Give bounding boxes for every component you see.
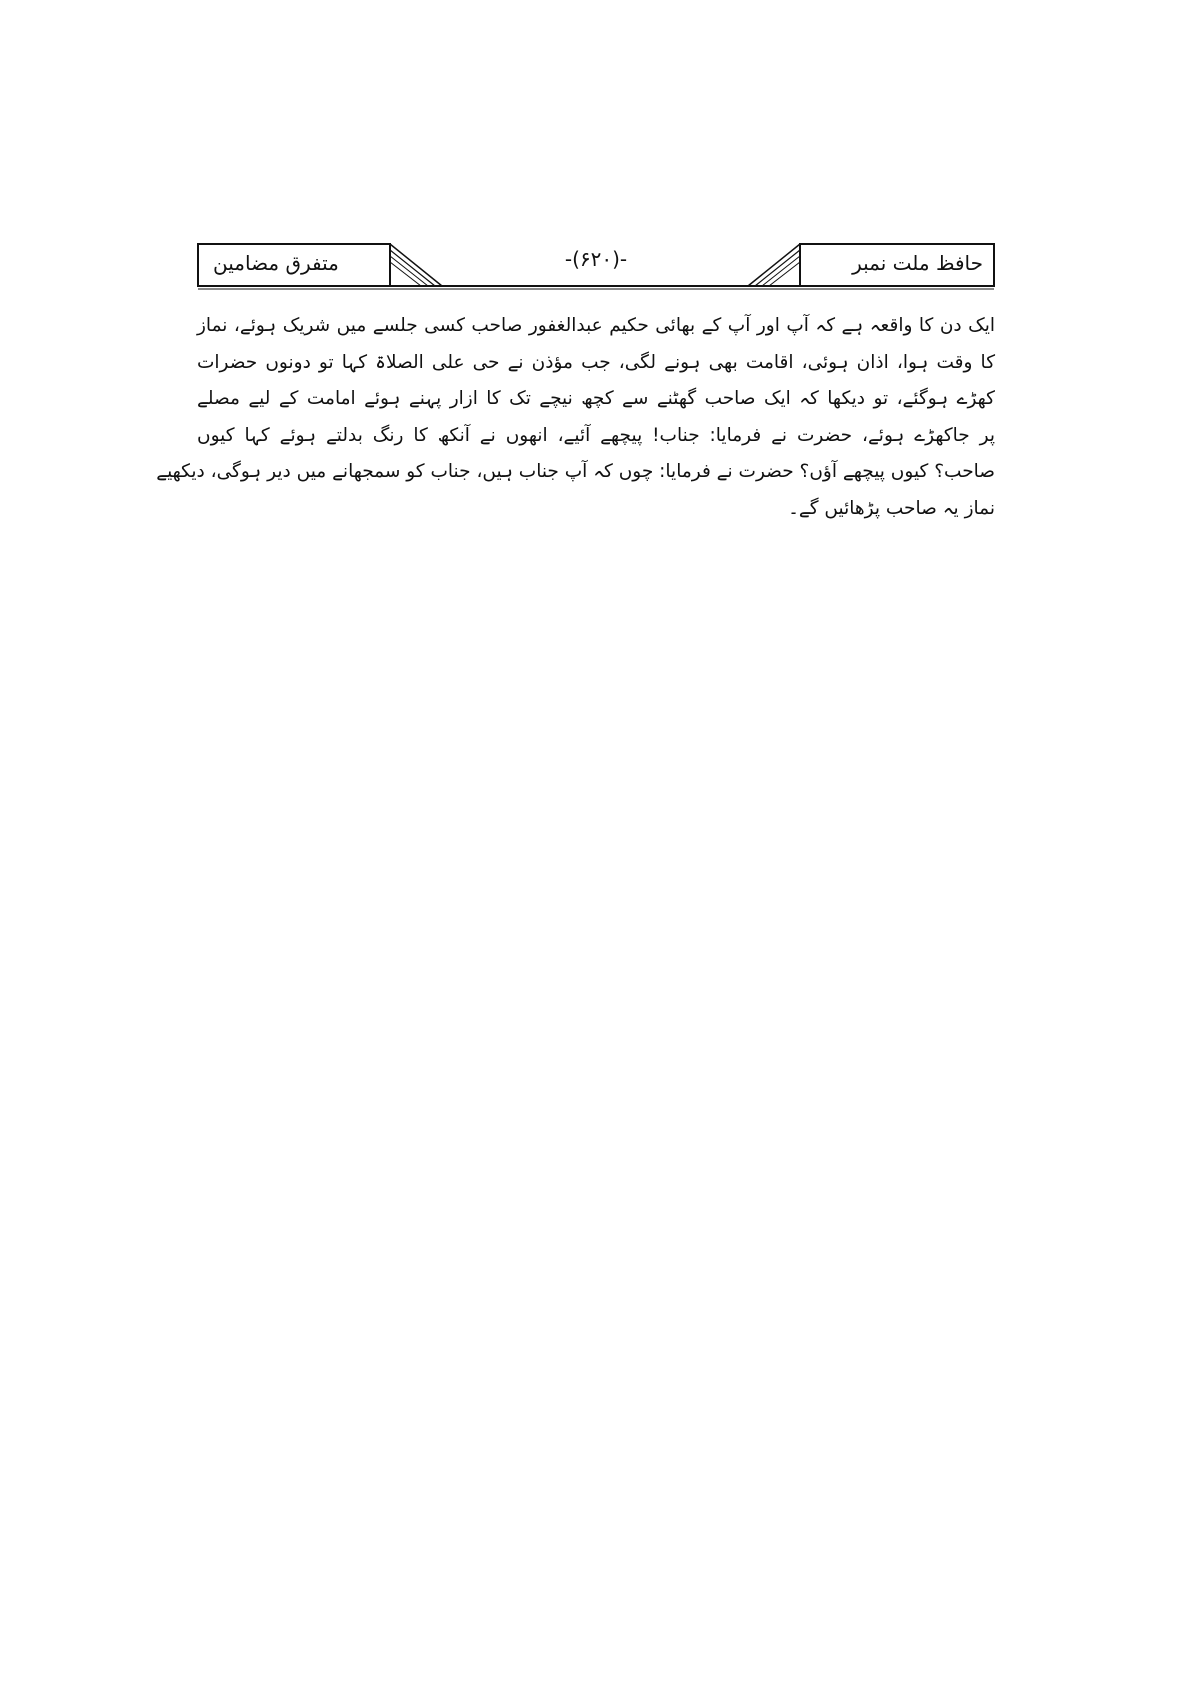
article-paragraph: [156, 308, 995, 527]
text-line: کا وقت ہوا، اذان ہوئی، اقامت بھی ہونے لگی، جب مؤذن نے حی علی الصلاۃ کہا تو دونوں حضرات: [197, 351, 995, 373]
page-number: -(۶۲۰)-: [564, 247, 628, 271]
page-header: [197, 240, 995, 290]
section-title: متفرق مضامین: [213, 251, 339, 275]
text-line: صاحب؟ کیوں پیچھے آؤں؟ حضرت نے فرمایا: چوں کہ آپ جناب ہیں، جناب کو سمجھانے میں دیر ہوگی، دیکھیے: [156, 461, 995, 482]
book-title: حافظ ملت نمبر: [852, 251, 983, 275]
text-line: ایک دن کا واقعہ ہے کہ آپ اور آپ کے بھائی حکیم عبدالغفور صاحب کسی جلسے میں شریک ہوئے، نماز: [197, 315, 995, 336]
text-line: پر جاکھڑے ہوئے، حضرت نے فرمایا: جناب! پیچھے آئیے، انھوں نے آنکھ کا رنگ بدلتے ہوئے کہا کیوں: [197, 424, 995, 446]
text-line: کھڑے ہوگئے، تو دیکھا کہ ایک صاحب گھٹنے سے کچھ نیچے تک کا ازار پہنے ہوئے امامت کے لیے مصلے: [197, 388, 995, 409]
text-line: نماز یہ صاحب پڑھائیں گے۔: [788, 497, 995, 519]
